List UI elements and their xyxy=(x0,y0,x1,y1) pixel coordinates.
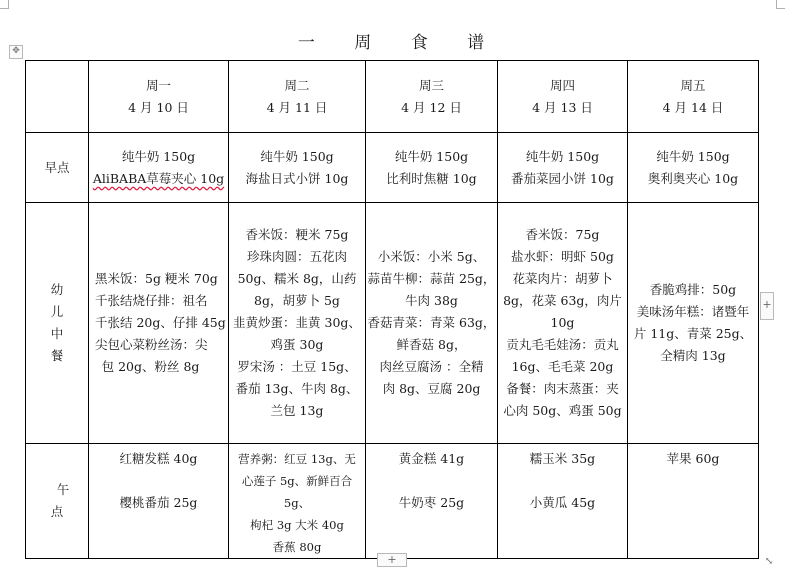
lunch-cell[interactable] xyxy=(366,203,498,444)
tea-cell[interactable] xyxy=(89,444,229,559)
menu-line: 红糖发糕 40g xyxy=(119,451,198,466)
menu-line: 小米饭：小米 5g、 xyxy=(377,249,486,264)
menu-line: 香蕉 80g xyxy=(272,540,322,554)
menu-line: 心莲子 5g、新鲜百合 5g、 xyxy=(241,474,353,510)
menu-line: 8g，花菜 63g，肉片 xyxy=(503,293,622,308)
menu-line: 16g、毛毛菜 20g xyxy=(511,359,614,374)
header-row xyxy=(26,61,759,133)
menu-line: 盐水虾：明虾 50g xyxy=(511,249,614,264)
crop-mark xyxy=(0,0,9,9)
breakfast-row xyxy=(26,133,759,203)
menu-line xyxy=(498,470,627,492)
menu-line: 千张结烧仔排：祖名 xyxy=(95,293,208,308)
menu-line: 包 20g、粉丝 8g xyxy=(101,359,200,374)
weekly-menu-table xyxy=(25,60,759,559)
label-char: 幼 xyxy=(50,282,64,297)
menu-line: 贡丸毛毛娃汤：贡丸 xyxy=(506,337,619,352)
label-char: 餐 xyxy=(50,348,64,363)
row-label-breakfast: 早点 xyxy=(26,133,89,203)
menu-line: 牛奶枣 25g xyxy=(398,495,465,510)
menu-line: AliBABA草莓夹心 10g xyxy=(92,170,225,186)
corner-cell xyxy=(26,61,89,133)
tea-cell[interactable] xyxy=(628,444,759,559)
menu-line: 全精肉 13g xyxy=(660,348,726,363)
day-header xyxy=(628,61,759,133)
table-resize-handle-icon[interactable]: ⤡ xyxy=(764,556,774,567)
crop-mark xyxy=(776,0,785,9)
menu-line: 比利时焦糖 10g xyxy=(386,170,477,186)
menu-line: 小黄瓜 45g xyxy=(529,495,596,510)
lunch-cell[interactable] xyxy=(498,203,628,444)
menu-line: 香米饭：粳米 75g xyxy=(245,227,349,242)
menu-line: 黄金糕 41g xyxy=(398,451,465,466)
day-date: 4 月 13 日 xyxy=(532,99,593,115)
menu-line: 鸡蛋 30g xyxy=(270,337,324,352)
menu-line xyxy=(366,470,497,492)
menu-line: 香米饭：75g xyxy=(525,227,600,242)
day-header xyxy=(498,61,628,133)
day-name: 周四 xyxy=(549,77,575,93)
menu-line: 美味汤年糕：诸暨年 xyxy=(636,304,750,319)
label-char: 午 xyxy=(56,482,70,497)
day-name: 周三 xyxy=(418,77,444,93)
menu-line: 韭黄炒蛋：韭黄 30g、 xyxy=(233,315,361,330)
menu-line: 纯牛奶 150g xyxy=(394,148,469,164)
label-char: 中 xyxy=(50,326,64,341)
label-char: 儿 xyxy=(50,304,64,319)
day-date: 4 月 10 日 xyxy=(128,99,189,115)
menu-line: 枸杞 3g 大米 40g xyxy=(250,518,344,532)
day-name: 周一 xyxy=(145,77,171,93)
table-move-handle-icon[interactable]: ✥ xyxy=(9,45,23,59)
breakfast-cell[interactable] xyxy=(628,133,759,203)
menu-line: 纯牛奶 150g xyxy=(656,148,730,164)
menu-line: 10g xyxy=(550,315,575,330)
tea-cell[interactable] xyxy=(229,444,366,559)
menu-line: 香菇青菜：青菜 63g， xyxy=(367,315,496,330)
menu-line: 营养粥：红豆 13g、无 xyxy=(238,452,356,466)
menu-line: 肉丝豆腐汤 ：全精 xyxy=(379,359,484,374)
day-date: 4 月 12 日 xyxy=(401,99,462,115)
lunch-cell[interactable] xyxy=(89,203,229,444)
menu-line: 珍珠肉圆：五花肉 xyxy=(246,249,347,264)
tea-cell[interactable] xyxy=(366,444,498,559)
menu-line: 奥利奥夹心 10g xyxy=(647,170,739,186)
menu-line: 牛肉 38g xyxy=(405,293,458,308)
add-column-button[interactable]: + xyxy=(760,292,774,320)
breakfast-cell[interactable] xyxy=(498,133,628,203)
menu-line: 50g、糯米 8g，山药 xyxy=(237,271,357,286)
breakfast-cell[interactable] xyxy=(366,133,498,203)
menu-line: 花菜肉片：胡萝卜 xyxy=(512,271,613,286)
day-date: 4 月 14 日 xyxy=(662,99,724,115)
day-name: 周二 xyxy=(284,77,310,93)
day-header xyxy=(229,61,366,133)
breakfast-cell[interactable] xyxy=(89,133,229,203)
menu-line: 番茄菜园小饼 10g xyxy=(511,170,614,186)
menu-line: 片 11g、青菜 25g、 xyxy=(633,326,753,341)
menu-line: 香脆鸡排：50g xyxy=(649,282,737,297)
menu-line: 番茄 13g、牛肉 8g、 xyxy=(235,381,359,396)
label-char: 点 xyxy=(50,504,64,519)
lunch-cell[interactable] xyxy=(229,203,366,444)
day-date: 4 月 11 日 xyxy=(266,99,328,115)
day-header xyxy=(89,61,229,133)
tea-cell[interactable] xyxy=(498,444,628,559)
tea-row xyxy=(26,444,759,559)
menu-line: 备餐：肉末蒸蛋：夹 xyxy=(506,381,619,396)
menu-line xyxy=(89,470,228,492)
menu-line: 兰包 13g xyxy=(270,403,324,418)
menu-line: 樱桃番茄 25g xyxy=(119,495,198,510)
breakfast-cell[interactable] xyxy=(229,133,366,203)
menu-line: 糯玉米 35g xyxy=(529,451,596,466)
menu-line: 海盐日式小饼 10g xyxy=(245,170,349,186)
add-row-button[interactable]: + xyxy=(377,553,407,567)
menu-line: 心肉 50g、鸡蛋 50g xyxy=(503,403,622,418)
menu-line: 蒜苗牛柳：蒜苗 25g， xyxy=(367,271,496,286)
menu-line: 纯牛奶 150g xyxy=(121,148,196,164)
menu-line: 肉 8g、豆腐 20g xyxy=(382,381,481,396)
row-label-tea xyxy=(26,444,89,559)
menu-line: 鲜香菇 8g， xyxy=(396,337,467,352)
menu-line: 纯牛奶 150g xyxy=(260,148,334,164)
row-label-lunch xyxy=(26,203,89,444)
menu-line: 8g，胡萝卜 5g xyxy=(254,293,340,308)
menu-line: 罗宋汤 ：土豆 15g、 xyxy=(237,359,357,374)
menu-line: 千张结 20g、仔排 45g xyxy=(95,315,226,330)
lunch-cell[interactable] xyxy=(628,203,759,444)
menu-line: 苹果 60g xyxy=(666,451,720,466)
page-title: 一 周 食 谱 xyxy=(297,33,502,53)
lunch-row xyxy=(26,203,759,444)
day-header xyxy=(366,61,498,133)
menu-line: 黑米饭：5g 粳米 70g xyxy=(95,271,218,286)
menu-line: 纯牛奶 150g xyxy=(525,148,600,164)
menu-line: 尖包心菜粉丝汤：尖 xyxy=(95,337,208,352)
day-name: 周五 xyxy=(680,77,706,93)
